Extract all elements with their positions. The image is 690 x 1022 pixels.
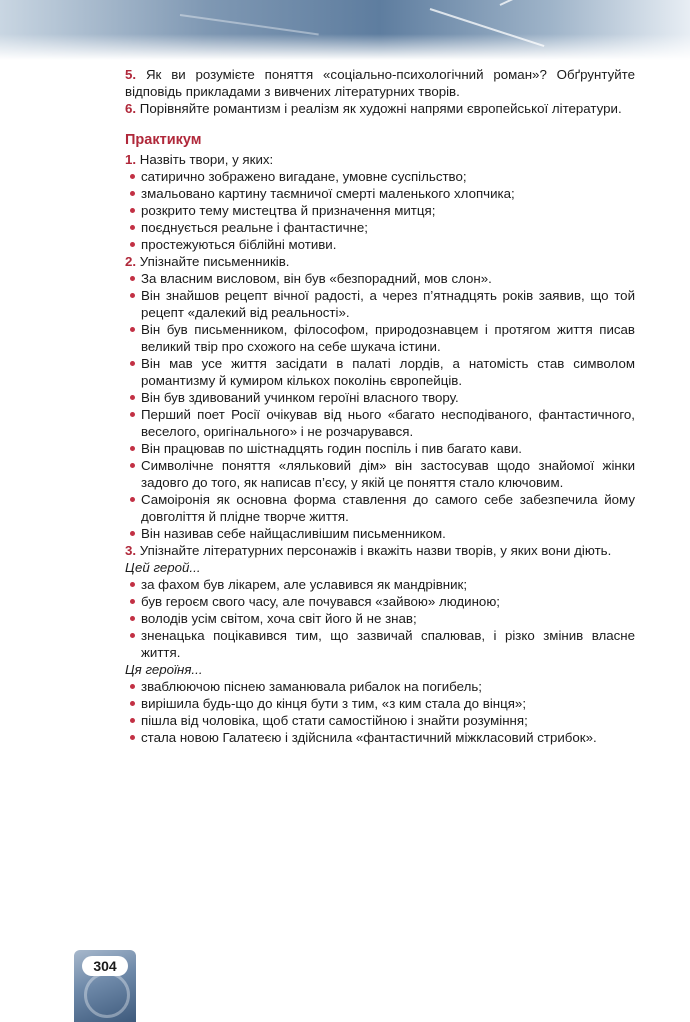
question-6: 6. Порівняйте романтизм і реалізм як художні напрями європейської літератури. [125, 101, 622, 116]
list-item: Він був здивований учинком героїні власного твору. [141, 389, 635, 406]
list-item: сатирично зображено вигадане, умовне суспільство; [141, 168, 635, 185]
question-5: 5. Як ви розумієте поняття «соціально-психологічний роман»? Обґрунтуйте відповідь прикладами з вивчених літературних творів. [125, 67, 635, 99]
list-item: Перший поет Росії очікував від нього «багато несподіваного, фантастичного, веселого, оригінального» і не розчарувався. [141, 407, 635, 439]
list-item: володів усім світом, хоча світ його й не знав; [141, 610, 635, 627]
list-item: пішла від чоловіка, щоб стати самостійною і знайти розуміння; [141, 712, 635, 729]
task-1: 1. Назвіть твори, у яких: [125, 152, 274, 167]
list-item: стала новою Галатеєю і здійснила «фантастичний міжкласовий стрибок». [141, 729, 635, 746]
list-item: За власним висловом, він був «безпорадний, мов слон». [141, 270, 635, 287]
list-item: Він працював по шістнадцять годин поспіль і пив багато кави. [141, 440, 635, 457]
list-item: змальовано картину таємничої смерті маленького хлопчика; [141, 185, 635, 202]
heroine-list [125, 678, 635, 746]
list-item: був героєм свого часу, але почувався «зайвою» людиною; [141, 593, 635, 610]
list-item: зваблюючою піснею заманювала рибалок на погибель; [141, 678, 635, 695]
list-item: поєднується реальне і фантастичне; [141, 219, 635, 236]
page-number: 304 [82, 956, 128, 976]
hero-list [125, 576, 635, 661]
list-item: Символічне поняття «ляльковий дім» він застосував щодо знайомої жінки задовго до того, як написав п’єсу, у якій це поняття стало ключовим. [141, 458, 635, 490]
task-2-list [125, 270, 635, 542]
list-item: Він був письменником, філософом, природознавцем і протягом життя писав великий твір про схожого на себе шукача істини. [141, 322, 635, 354]
list-item: Він мав усе життя засідати в палаті лордів, а натомість став символом романтизму й кумиром кількох поколінь європейців. [141, 356, 635, 388]
heroine-label: Ця героїня... [125, 662, 203, 677]
list-item: простежуються біблійні мотиви. [141, 236, 635, 253]
page-content [125, 66, 635, 746]
list-item: розкрито тему мистецтва й призначення митця; [141, 202, 635, 219]
list-item: Самоіронія як основна форма ставлення до самого себе забезпечила йому довголіття й плідне творче життя. [141, 492, 635, 524]
practicum-heading: Практикум [125, 132, 202, 148]
list-item: вирішила будь-що до кінця бути з тим, «з ким стала до вінця»; [141, 695, 635, 712]
list-item: за фахом був лікарем, але уславився як мандрівник; [141, 576, 635, 593]
task-2: 2. Упізнайте письменників. [125, 254, 290, 269]
list-item: зненацька поцікавився тим, що зазвичай спалював, і різко змінив власне життя. [141, 628, 635, 660]
header-banner-image [0, 0, 690, 60]
task-1-list [125, 168, 635, 253]
hero-label: Цей герой... [125, 560, 201, 575]
list-item: Він називав себе найщасливішим письменником. [141, 525, 635, 542]
list-item: Він знайшов рецепт вічної радості, а через п’ятнадцять років заявив, що той рецепт «далекий від реальності». [141, 288, 635, 320]
task-3: 3. Упізнайте літературних персонажів і вкажіть назви творів, у яких вони діють. [125, 543, 612, 558]
